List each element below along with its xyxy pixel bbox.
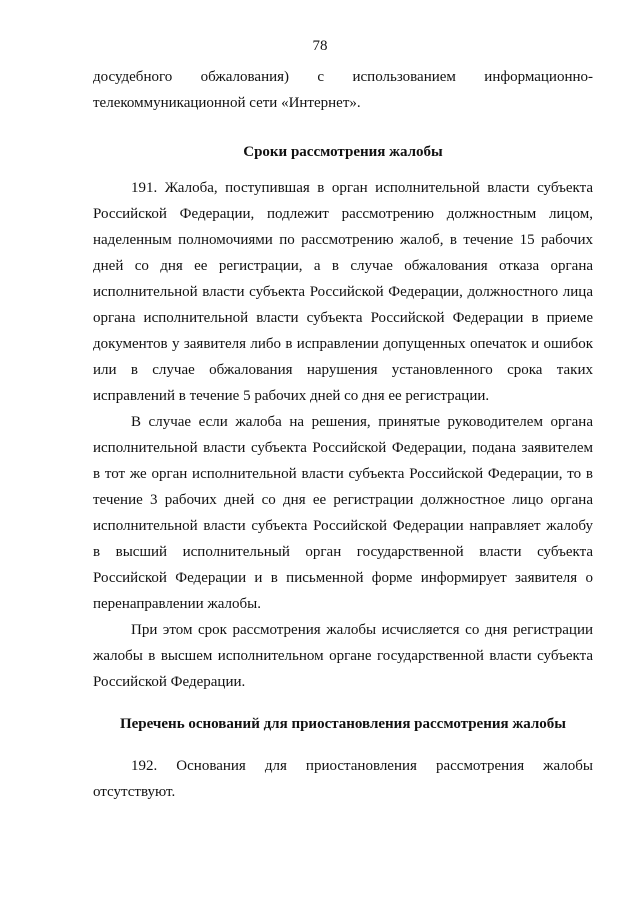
text-line: 191. Жалоба, поступившая в орган исполнительной власти субъекта [131,180,593,196]
text-line: исправлений в течение 5 рабочих дней со дня ее регистрации. [93,388,490,404]
intro-paragraph [93,64,593,116]
paragraph-redirect [93,409,593,617]
text-line: Российской Федерации, подлежит рассмотрению должностным лицом, [93,206,593,222]
text-line: или в случае обжалования нарушения установленного срока таких [93,362,593,378]
text-line: 192. Основания для приостановления рассмотрения жалобы [131,758,593,774]
text-line: жалобы в высшем исполнительном органе государственной власти субъекта [93,648,593,664]
section-heading-review-terms: Сроки рассмотрения жалобы [243,144,443,160]
section-heading-suspension-grounds: Перечень оснований для приостановления рассмотрения жалобы [119,716,566,732]
text-line: течение 3 рабочих дней со дня ее регистрации должностное лицо органа [93,492,593,508]
text-line: Российской Федерации и в письменной форме информирует заявителя о [93,570,593,586]
text-line: дней со дня ее регистрации, а в случае обжалования отказа органа [93,258,593,274]
text-line: В случае если жалоба на решения, принятые руководителем органа [131,414,593,430]
text-line: документов у заявителя либо в исправлении допущенных опечаток и ошибок [93,336,593,352]
text-line: перенаправлении жалобы. [93,596,261,612]
text-line: При этом срок рассмотрения жалобы исчисляется со дня регистрации [131,622,593,638]
text-line: отсутствуют. [93,784,176,800]
text-line: исполнительной власти субъекта Российской Федерации направляет жалобу [93,518,593,534]
paragraph-term-calculation [93,617,593,695]
paragraph-191 [93,175,593,409]
text-line: Российской Федерации. [93,674,246,690]
text-line: исполнительной власти субъекта Российской Федерации, подана заявителем [93,440,593,456]
text-line: исполнительной власти субъекта Российской Федерации, должностного лица [93,284,593,300]
text-line: в тот же орган исполнительной власти субъекта Российской Федерации, то в [93,466,593,482]
page-number: 78 [312,38,328,54]
text-line: досудебного обжалования) с использованием информационно- [93,69,593,85]
text-line: органа исполнительной власти субъекта Российской Федерации в приеме [93,310,593,326]
text-line: в высший исполнительный орган государственной власти субъекта [93,544,593,560]
text-line: телекоммуникационной сети «Интернет». [93,95,361,111]
paragraph-192 [93,753,593,805]
text-line: наделенным полномочиями по рассмотрению жалоб, в течение 15 рабочих [93,232,593,248]
